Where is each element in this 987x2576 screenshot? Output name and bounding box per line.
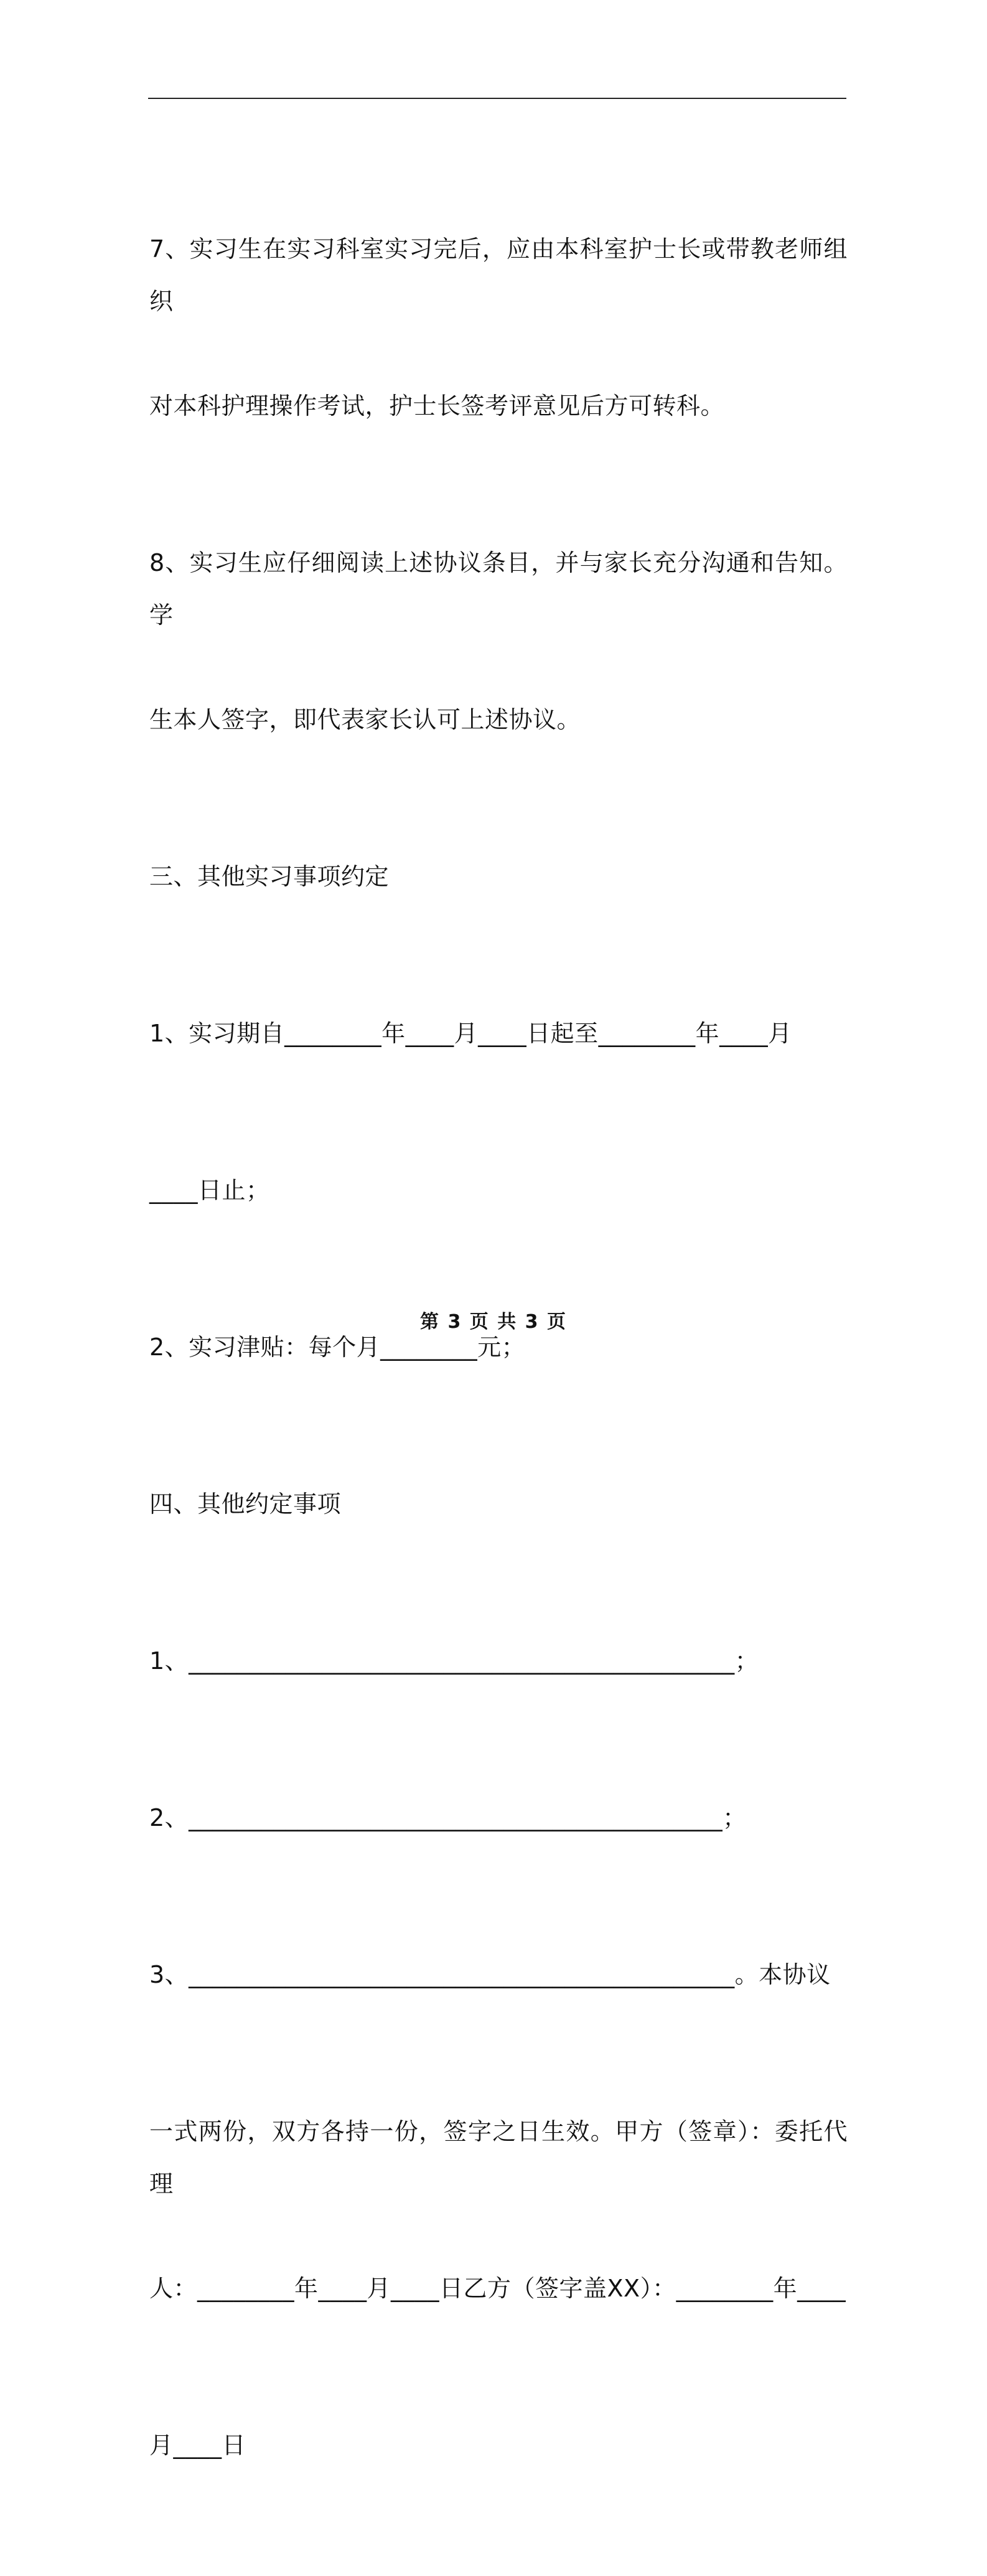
document-body [149,118,848,2576]
internship-period-line-1: 1、实习期自________年____月____日起至________年____月 [149,1020,792,1047]
header-rule [148,98,846,99]
section-4-heading: 四、其他约定事项 [149,1490,342,1518]
clause-7-line-1: 7、实习生在实习科室实习完后，应由本科室护士长或带教老师组织 [149,235,848,315]
clause-7-line-2: 对本科护理操作考试，护士长签考评意见后方可转科。 [149,392,725,420]
signature-line-3: 月____日 [149,2432,246,2459]
signature-line-2: 人：________年____月____日乙方（签字盖XX）：________年____ [149,2275,846,2302]
other-item-3: 3、_____________________________________________。本协议 [149,1961,831,1988]
clause-8-line-2: 生本人签字，即代表家长认可上述协议。 [149,706,581,733]
internship-period-line-2: ____日止； [149,1177,270,1204]
internship-allowance-line: 2、实习津贴：每个月________元； [149,1333,526,1361]
clause-8-line-1: 8、实习生应仔细阅读上述协议条目，并与家长充分沟通和告知。学 [149,549,848,629]
section-3-heading: 三、其他实习事项约定 [149,863,390,890]
other-item-2: 2、____________________________________________； [149,1804,747,1831]
other-item-1: 1、_____________________________________________； [149,1647,759,1675]
page-number-footer: 第 3 页 共 3 页 [420,1311,567,1333]
signature-line-1: 一式两份，双方各持一份，签字之日生效。甲方（签章）：委托代理 [149,2118,848,2198]
